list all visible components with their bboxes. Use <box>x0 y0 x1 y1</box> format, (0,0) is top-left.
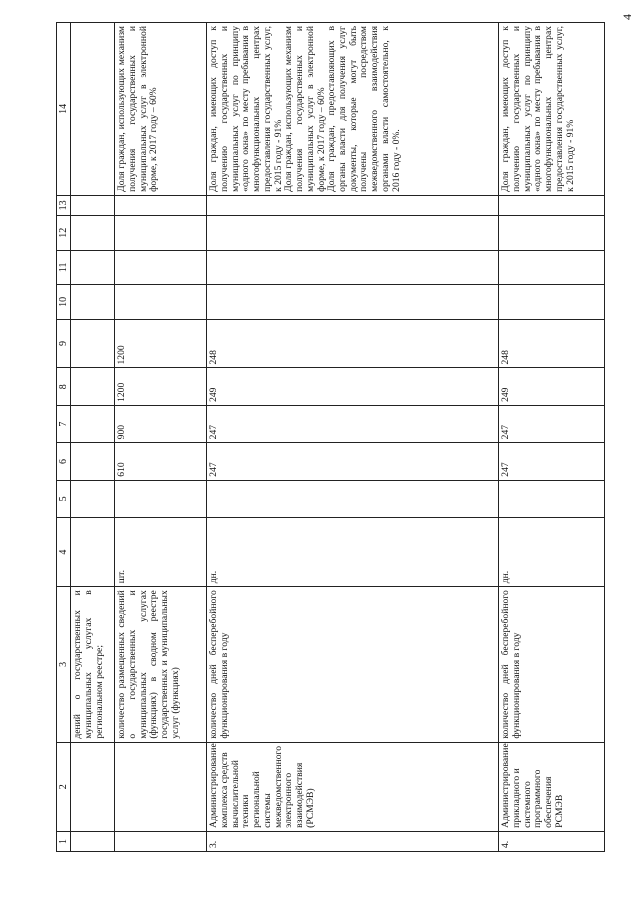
cell <box>499 195 605 215</box>
value-cell: 248 <box>207 319 499 368</box>
column-header: 4 <box>57 518 71 587</box>
cell <box>71 443 115 480</box>
cell <box>115 742 207 831</box>
value-cell <box>207 480 499 517</box>
value-cell: 610 <box>115 443 207 480</box>
column-header: 10 <box>57 285 71 320</box>
cell <box>207 250 499 285</box>
cell <box>207 285 499 320</box>
unit-cell: дн. <box>499 518 605 587</box>
cell <box>115 285 207 320</box>
value-cell: 248 <box>499 319 605 368</box>
column-header: 11 <box>57 250 71 285</box>
cell <box>115 831 207 851</box>
value-cell: 249 <box>499 368 605 405</box>
table-row <box>499 23 605 852</box>
column-header: 9 <box>57 319 71 368</box>
cell <box>71 742 115 831</box>
column-header: 5 <box>57 480 71 517</box>
cell <box>71 319 115 368</box>
value-cell: 247 <box>499 405 605 442</box>
indicator-cell: количество дней бесперебойного функционирования в году <box>207 587 499 742</box>
value-cell: 249 <box>207 368 499 405</box>
indicator-cell: количество размещенных сведений о государственных и муниципальных услугах (функциях) в сводном реестре государственных и муниципальных услуг (функциях) <box>115 587 207 742</box>
cell <box>115 250 207 285</box>
column-header: 7 <box>57 405 71 442</box>
unit-cell: шт. <box>115 518 207 587</box>
cell <box>71 23 115 196</box>
cell <box>71 368 115 405</box>
result-cell: Доля граждан, имеющих доступ к получению государственных и муниципальных услуг по принципу «одного окна» по месту пребывания в многофункциональных центрах предоставления государственных услуг, к 2015 году - 91% Доля граждан, использующих механизм получения государственных и муниципальных услуг в электронной форме, к 2017 году – 60% Доля граждан, предоставляющих в органы власти для получения услуг документы, которые могут быть получены посредством межведомственного взаимодействия органами власти самостоятельно, к 2016 году - 0%. <box>207 23 499 196</box>
cell <box>499 215 605 250</box>
indicator-cell: дений о государственных и муниципальных услугах в региональном реестре; <box>71 587 115 742</box>
column-header: 1 <box>57 831 71 851</box>
cell <box>71 285 115 320</box>
column-header: 3 <box>57 587 71 742</box>
column-header: 6 <box>57 443 71 480</box>
value-cell: 247 <box>207 405 499 442</box>
page-number: 4 <box>620 14 634 20</box>
measure-cell: Администрирование прикладного и системного программного обеспечения РСМЭВ <box>499 742 605 831</box>
cell <box>71 195 115 215</box>
cell <box>499 285 605 320</box>
unit-cell: дн. <box>207 518 499 587</box>
indicator-cell: количество дней бесперебойного функционирования в году <box>499 587 605 742</box>
row-number: 4. <box>499 831 605 851</box>
value-cell: 1200 <box>115 368 207 405</box>
cell <box>115 195 207 215</box>
cell <box>71 215 115 250</box>
result-cell: Доля граждан, использующих механизм получения государственных и муниципальных услуг в электронной форме, к 2017 году – 60% <box>115 23 207 196</box>
cell <box>71 480 115 517</box>
cell <box>115 215 207 250</box>
value-cell <box>115 480 207 517</box>
value-cell: 247 <box>499 443 605 480</box>
cell <box>71 831 115 851</box>
rotated-table-container <box>56 22 604 852</box>
column-header: 14 <box>57 23 71 196</box>
measure-cell: Администрирование комплекса средств вычислительной техники региональной системы межведомственного электронного взаимодействия (РСМЭВ) <box>207 742 499 831</box>
cell <box>499 250 605 285</box>
cell <box>207 215 499 250</box>
column-header: 13 <box>57 195 71 215</box>
value-cell <box>499 480 605 517</box>
result-cell: Доля граждан, имеющих доступ к получению государственных и муниципальных услуг по принципу «одного окна» по месту пребывания в многофункциональных центрах предоставления государственных услуг, к 2015 году - 91% <box>499 23 605 196</box>
table-row-units <box>115 23 207 852</box>
column-header: 2 <box>57 742 71 831</box>
column-header: 8 <box>57 368 71 405</box>
value-cell: 1200 <box>115 319 207 368</box>
header-row <box>57 23 71 852</box>
row-number: 3. <box>207 831 499 851</box>
cell <box>71 250 115 285</box>
program-measures-table <box>56 22 605 852</box>
table-row-continued <box>71 23 115 852</box>
cell <box>207 195 499 215</box>
cell <box>71 405 115 442</box>
table-row <box>207 23 499 852</box>
value-cell: 247 <box>207 443 499 480</box>
cell <box>71 518 115 587</box>
value-cell: 900 <box>115 405 207 442</box>
column-header: 12 <box>57 215 71 250</box>
